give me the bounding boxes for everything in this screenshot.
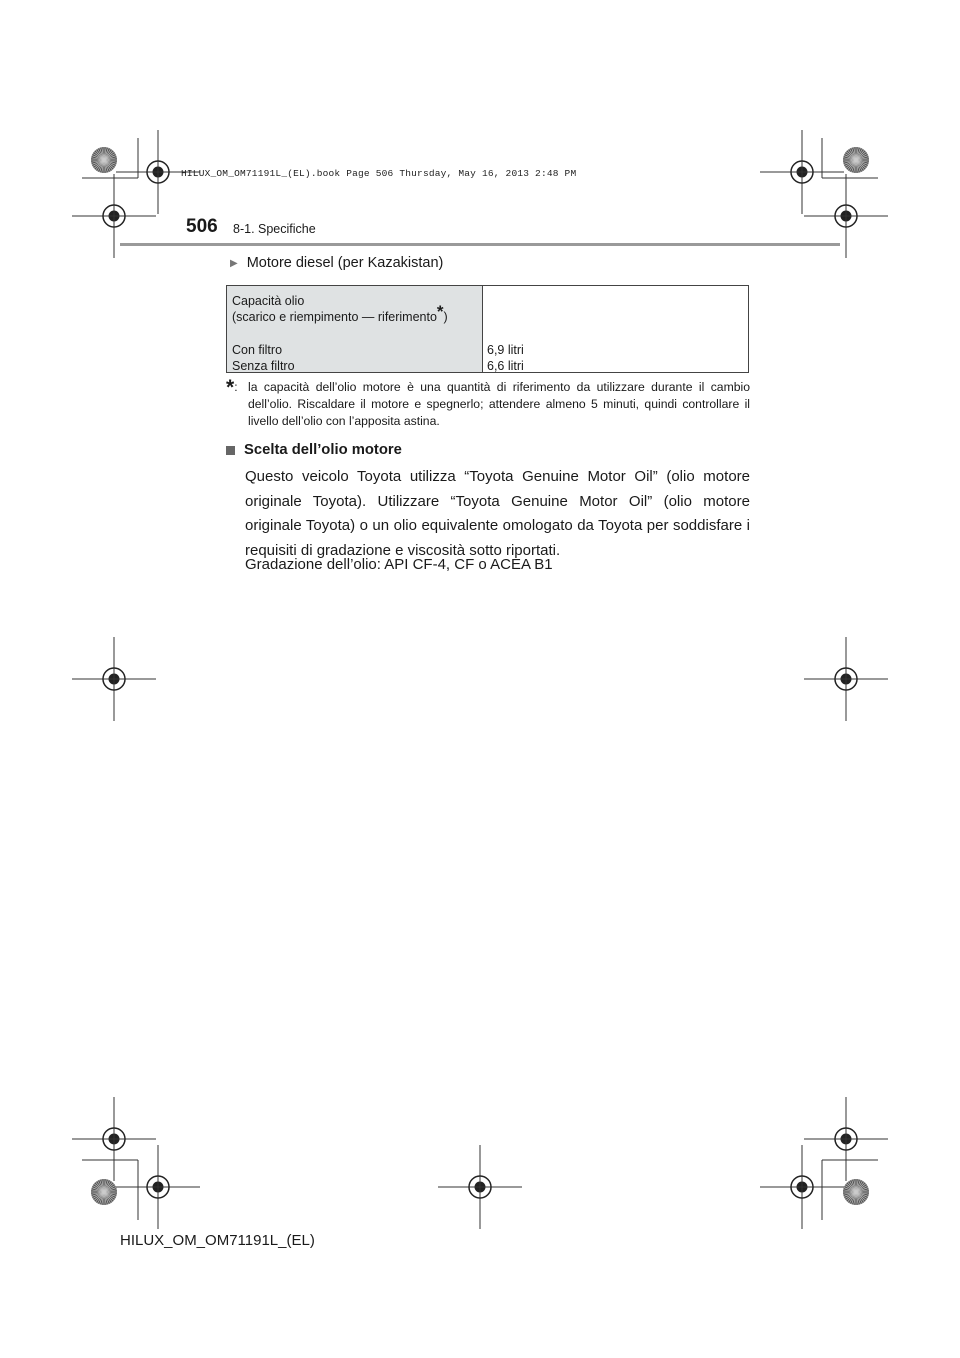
subheading-text: Motore diesel (per Kazakistan) (246, 255, 444, 271)
header-rule (120, 243, 840, 246)
table-row-value: 6,6 litri (487, 359, 524, 373)
table-header-prefix: (scarico e riempimento — riferimento (232, 310, 437, 324)
table-header-suffix: ) (443, 310, 448, 324)
section-heading (226, 442, 402, 458)
subheading (230, 255, 443, 271)
table-row-label: Con filtro (232, 343, 283, 357)
section-paragraph: Questo veicolo Toyota utilizza “Toyota Genuine Motor Oil” (olio motore originale Toyota). Utilizzare “Toyota Genuine Motor Oil” (olio motore originale Toyota) o un olio equivalente omologato da Toyota per soddisfare i requisiti di gradazione e viscosità sotto riportati. (245, 468, 750, 559)
footnote (226, 376, 750, 430)
table-header-line1: Capacità olio (232, 294, 305, 308)
oil-capacity-table (226, 285, 749, 373)
asterisk-mark: * (436, 302, 444, 321)
table-row-value: 6,9 litri (487, 343, 524, 357)
table-label-column (227, 286, 483, 372)
table-row-label: Senza filtro (232, 359, 295, 373)
footnote-colon: : (234, 380, 238, 394)
footnote-mark (226, 376, 248, 430)
book-stamp: HILUX_OM_OM71191L_(EL).book Page 506 Thursday, May 16, 2013 2:48 PM (181, 168, 577, 179)
footnote-text: la capacità dell’olio motore è una quantità di riferimento da utilizzare durante il cambio dell’olio. Riscaldare il motore e spegnerlo; attendere almeno 5 minuti, quindi controllare il livello dell’olio con l’apposita astina. (248, 380, 750, 428)
table-header-line2 (232, 302, 477, 325)
footer-code: HILUX_OM_OM71191L_(EL) (120, 1232, 315, 1249)
oil-grade-line: Gradazione dell’olio: API CF-4, CF o ACEA B1 (245, 556, 553, 573)
section-title: 8-1. Specifiche (233, 222, 316, 236)
table-value-column (483, 286, 748, 372)
square-bullet-icon (226, 446, 235, 455)
triangle-bullet-icon: ▶ (230, 257, 238, 269)
footnote-asterisk: * (226, 376, 235, 399)
section-heading-text: Scelta dell’olio motore (244, 442, 402, 458)
page-number: 506 (186, 216, 218, 237)
